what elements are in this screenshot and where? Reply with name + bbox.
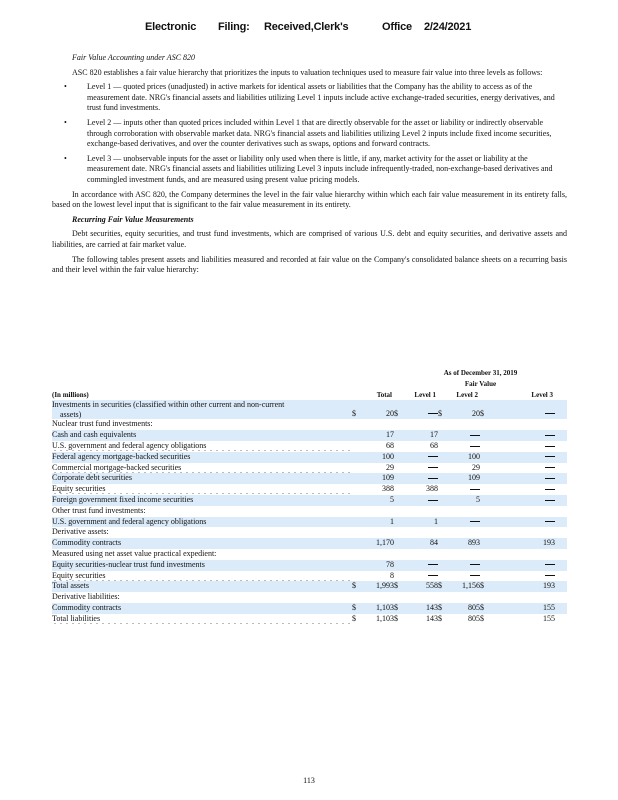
level3-value <box>492 400 567 419</box>
currency-symbol <box>438 571 450 582</box>
level1-value: 17 <box>406 430 438 441</box>
level1-value: 68 <box>430 440 438 450</box>
level1-value <box>406 452 438 463</box>
currency-symbol <box>438 560 450 571</box>
currency-symbol <box>352 473 364 484</box>
page-number: 113 <box>303 776 315 785</box>
currency-symbol <box>352 538 364 549</box>
currency-symbol <box>480 452 492 463</box>
dash-mark <box>428 575 438 576</box>
currency-symbol: $ <box>480 613 484 623</box>
table-row <box>52 452 567 463</box>
total-col-header: Total <box>376 390 392 399</box>
table-row <box>52 560 567 571</box>
level1-col-header: Level 1 <box>414 390 436 399</box>
level1-value <box>406 400 438 419</box>
header-date: 2/24/2021 <box>424 21 472 33</box>
level2-value: 805 <box>450 603 480 614</box>
currency-symbol: $ <box>394 603 406 614</box>
level2-value <box>450 517 480 528</box>
currency-symbol <box>394 538 406 549</box>
dash-mark <box>545 446 555 447</box>
total-value: 109 <box>364 473 394 484</box>
total-value: 1,993 <box>364 581 394 592</box>
row-label <box>52 484 352 495</box>
row-label <box>52 419 352 430</box>
currency-symbol <box>480 560 492 571</box>
table-row <box>52 581 567 592</box>
currency-symbol <box>394 430 406 441</box>
subsection-title: Recurring Fair Value Measurements <box>72 214 194 224</box>
level1-value: 388 <box>426 484 438 494</box>
level3-value <box>492 452 567 463</box>
level3-value <box>492 571 567 582</box>
row-label-text: Derivative assets: <box>52 527 109 537</box>
currency-symbol: $ <box>438 400 450 419</box>
row-label-text: Derivative liabilities: <box>52 592 120 602</box>
level-2-item: • Level 2 — inputs other than quoted prices included within Level 1 that are directly observable for the asset or liability or indirectly observable through corroboration with observable market data. NRG's financial assets and liabilities utilizing Level 2 inputs include fixed income securities, exchange-based derivatives, and over the counter derivatives such as swaps, options and forward contracts. <box>52 118 567 150</box>
level-3-item: • Level 3 — unobservable inputs for the asset or liability only used when there is little, if any, market activity for the asset or liability at the measurement date. NRG's financial assets and liabilities utilizing Level 3 inputs include infrequently-traded, non-exchange-based derivatives and commingled investment funds, and are measured using present value pricing models. <box>52 154 567 186</box>
level3-value <box>492 430 567 441</box>
row-label <box>52 560 352 571</box>
row-label-text: Commodity contracts <box>52 603 124 612</box>
currency-symbol <box>438 430 450 441</box>
currency-symbol <box>480 538 492 549</box>
row-label <box>52 495 352 506</box>
level1-value: 1 <box>406 517 438 528</box>
dash-mark <box>545 575 555 576</box>
level2-value <box>450 560 480 571</box>
currency-symbol <box>394 463 406 474</box>
level2-value <box>450 571 480 582</box>
row-label <box>52 430 352 441</box>
row-label <box>52 473 352 484</box>
currency-symbol: $ <box>480 400 492 419</box>
row-label-text: Total assets <box>52 581 92 590</box>
total-value: 17 <box>364 430 394 441</box>
total-value: 78 <box>364 560 394 571</box>
level2-value <box>450 484 480 495</box>
currency-symbol <box>438 484 450 495</box>
level2-value: 20 <box>450 400 480 419</box>
currency-symbol: $ <box>394 613 398 623</box>
row-label-text: Cash and cash equivalents <box>52 430 139 439</box>
table-row <box>52 441 567 452</box>
units-header: (In millions) <box>52 390 89 399</box>
fair-value-table-body <box>52 368 567 625</box>
level3-value <box>492 463 567 474</box>
row-label <box>52 581 352 592</box>
level-1-item: • Level 1 — quoted prices (unadjusted) in active markets for identical assets or liabilities that the Company has the ability to access as of the measurement date. NRG's financial assets and liabilities utilizing Level 1 inputs include active exchange-traded securities, energy derivatives, and trust fund investments. <box>52 82 567 114</box>
currency-symbol <box>480 517 492 528</box>
currency-symbol: $ <box>480 581 492 592</box>
level3-value <box>492 484 567 495</box>
tables-intro-paragraph: The following tables present assets and liabilities measured and recorded at fair value on the Company's consolidated balance sheets on a recurring basis and their level within the fair value hierarchy: <box>52 254 567 275</box>
currency-symbol <box>480 463 492 474</box>
row-filler <box>352 592 567 603</box>
total-value: 1,170 <box>364 538 394 549</box>
currency-symbol: $ <box>352 581 364 592</box>
currency-symbol <box>352 560 364 571</box>
row-label-text: U.S. government and federal agency obligations <box>52 441 209 450</box>
dash-mark <box>470 489 480 490</box>
dash-mark <box>545 478 555 479</box>
currency-symbol <box>438 517 450 528</box>
total-value: 1 <box>364 517 394 528</box>
dash-mark <box>545 500 555 501</box>
currency-symbol <box>352 517 364 528</box>
row-label <box>52 452 352 463</box>
total-value: 20 <box>364 400 394 419</box>
row-filler <box>352 506 567 517</box>
currency-symbol: $ <box>438 581 450 592</box>
currency-symbol <box>352 463 364 474</box>
table-row <box>52 506 567 517</box>
level3-value <box>492 495 567 506</box>
currency-symbol <box>438 473 450 484</box>
dash-mark <box>470 435 480 436</box>
dash-mark <box>470 446 480 447</box>
currency-symbol: $ <box>352 613 356 623</box>
currency-symbol <box>480 495 492 506</box>
level3-value: 155 <box>492 603 567 614</box>
level-list <box>52 82 567 185</box>
row-label-text: Commodity contracts <box>52 538 124 547</box>
row-filler <box>352 419 567 430</box>
dash-mark <box>428 467 438 468</box>
currency-symbol: $ <box>394 400 406 419</box>
row-label-text: Equity securities <box>52 484 109 493</box>
currency-symbol <box>352 495 364 506</box>
row-label <box>52 571 352 582</box>
row-label-text: Federal agency mortgage-backed securities <box>52 452 193 461</box>
section-title: Fair Value Accounting under ASC 820 <box>72 53 196 62</box>
level3-value: 193 <box>492 581 567 592</box>
row-label-text: Other trust fund investments: <box>52 505 146 515</box>
level3-value <box>492 441 567 452</box>
table-row <box>52 419 567 430</box>
table-row <box>52 430 567 441</box>
header-electronic: Electronic <box>145 21 197 33</box>
row-label <box>52 592 352 603</box>
level2-value: 100 <box>450 452 480 463</box>
level1-value: 558 <box>406 581 438 592</box>
currency-symbol <box>480 571 492 582</box>
currency-symbol: $ <box>394 581 406 592</box>
table-row <box>52 473 567 484</box>
level1-value <box>406 473 438 484</box>
currency-symbol: $ <box>352 400 364 419</box>
row-label <box>52 441 352 452</box>
total-value: 29 <box>386 462 394 472</box>
level1-value <box>406 571 438 582</box>
dash-mark <box>428 413 438 414</box>
currency-symbol <box>480 430 492 441</box>
row-filler <box>352 527 567 538</box>
row-label <box>52 506 352 517</box>
level3-value: 193 <box>492 538 567 549</box>
level2-value: 1,156 <box>450 581 480 592</box>
dash-mark <box>545 521 555 522</box>
table-row <box>52 571 567 582</box>
level1-value: 143 <box>426 613 438 623</box>
dash-mark <box>428 478 438 479</box>
total-value: 1,103 <box>364 603 394 614</box>
row-label <box>52 400 352 419</box>
date-header: As of December 31, 2019 <box>443 369 518 377</box>
level1-value <box>406 495 438 506</box>
dash-mark <box>545 489 555 490</box>
level1-value: 143 <box>406 603 438 614</box>
table-row <box>52 614 567 625</box>
total-value: 5 <box>364 495 394 506</box>
header-filing: Filing: <box>218 21 250 33</box>
level2-value <box>450 441 480 452</box>
document-body <box>52 53 567 280</box>
level2-value: 893 <box>450 538 480 549</box>
table-row <box>52 484 567 495</box>
header-received: Received,Clerk's <box>264 21 349 33</box>
currency-symbol <box>480 441 492 452</box>
total-value: 388 <box>382 484 394 494</box>
level3-value: 155 <box>543 613 555 623</box>
currency-symbol <box>394 452 406 463</box>
row-label-text: Equity securities <box>52 571 109 580</box>
dash-mark <box>428 456 438 457</box>
currency-symbol <box>352 441 364 452</box>
table-row <box>52 592 567 603</box>
level3-value <box>492 473 567 484</box>
level3-col-header: Level 3 <box>531 390 553 399</box>
table-row <box>52 549 567 560</box>
currency-symbol <box>394 495 406 506</box>
row-label-line2: assets) <box>52 410 84 419</box>
currency-symbol <box>394 473 406 484</box>
currency-symbol <box>438 538 450 549</box>
currency-symbol <box>438 452 450 463</box>
currency-symbol <box>352 484 364 495</box>
fair-value-table <box>52 368 567 625</box>
table-row <box>52 400 567 419</box>
level1-value: 84 <box>406 538 438 549</box>
row-label <box>52 463 352 474</box>
row-label <box>52 527 352 538</box>
currency-symbol <box>480 484 492 495</box>
row-label <box>52 549 352 560</box>
fair-value-header: Fair Value <box>464 379 497 388</box>
table-row <box>52 538 567 549</box>
currency-symbol <box>480 473 492 484</box>
currency-symbol: $ <box>438 603 450 614</box>
dash-mark <box>470 564 480 565</box>
table-row <box>52 517 567 528</box>
dash-mark <box>545 456 555 457</box>
total-value: 100 <box>364 452 394 463</box>
level2-value: 109 <box>450 473 480 484</box>
currency-symbol <box>394 560 406 571</box>
currency-symbol <box>394 517 406 528</box>
level2-col-header: Level 2 <box>456 390 478 399</box>
row-label <box>52 603 352 614</box>
dash-mark <box>545 467 555 468</box>
dash-mark <box>545 413 555 414</box>
currency-symbol <box>394 571 406 582</box>
hierarchy-paragraph: In accordance with ASC 820, the Company determines the level in the fair value hierarchy within which each fair value measurement in its entirety falls, based on the lowest level input that is significant to the fair value measurement in its entirety. <box>52 189 567 210</box>
table-row <box>52 463 567 474</box>
table-row <box>52 495 567 506</box>
row-label-text: U.S. government and federal agency obligations <box>52 517 209 526</box>
currency-symbol <box>352 571 364 582</box>
row-label <box>52 517 352 528</box>
row-label-text: Commercial mortgage-backed securities <box>52 463 184 472</box>
currency-symbol <box>394 441 406 452</box>
row-label-text: Measured using net asset value practical expedient: <box>52 548 217 558</box>
filing-header <box>0 21 618 37</box>
row-label-text: Equity securities-nuclear trust fund investments <box>52 560 208 569</box>
level2-value: 805 <box>468 613 480 623</box>
row-label-text: Corporate debt securities <box>52 473 135 482</box>
currency-symbol <box>438 495 450 506</box>
currency-symbol <box>438 463 450 474</box>
total-value: 68 <box>386 440 394 450</box>
level2-value: 29 <box>472 462 480 472</box>
currency-symbol: $ <box>480 603 492 614</box>
securities-paragraph: Debt securities, equity securities, and trust fund investments, which are comprised of various U.S. debt and equity securities, and derivative assets and liabilities, are carried at fair market value. <box>52 229 567 249</box>
dash-mark <box>470 575 480 576</box>
dash-mark <box>545 564 555 565</box>
header-office: Office <box>382 21 412 33</box>
row-filler <box>352 549 567 560</box>
level1-value <box>406 463 438 474</box>
row-label-text: Total liabilities <box>52 614 103 623</box>
row-label <box>52 614 352 625</box>
dash-mark <box>428 500 438 501</box>
currency-symbol <box>352 430 364 441</box>
currency-symbol: $ <box>352 603 364 614</box>
dash-mark <box>545 435 555 436</box>
total-value: 1,103 <box>376 613 394 623</box>
dash-mark <box>470 521 480 522</box>
row-label-line1: Investments in securities (classified within other current and non-current <box>52 400 287 409</box>
currency-symbol <box>352 452 364 463</box>
level2-value <box>450 430 480 441</box>
dash-mark <box>428 564 438 565</box>
intro-paragraph: ASC 820 establishes a fair value hierarchy that prioritizes the inputs to valuation techniques used to measure fair value into three levels as follows: <box>72 67 543 77</box>
row-label-text: Nuclear trust fund investments: <box>52 419 153 429</box>
currency-symbol <box>438 441 450 452</box>
row-label-text: Foreign government fixed income securities <box>52 495 196 504</box>
level2-value: 5 <box>450 495 480 506</box>
level1-value <box>406 560 438 571</box>
currency-symbol <box>394 484 406 495</box>
table-row <box>52 527 567 538</box>
level3-value <box>492 517 567 528</box>
row-label <box>52 538 352 549</box>
table-row <box>52 603 567 614</box>
total-value: 8 <box>390 570 394 580</box>
currency-symbol: $ <box>438 613 442 623</box>
level3-value <box>492 560 567 571</box>
